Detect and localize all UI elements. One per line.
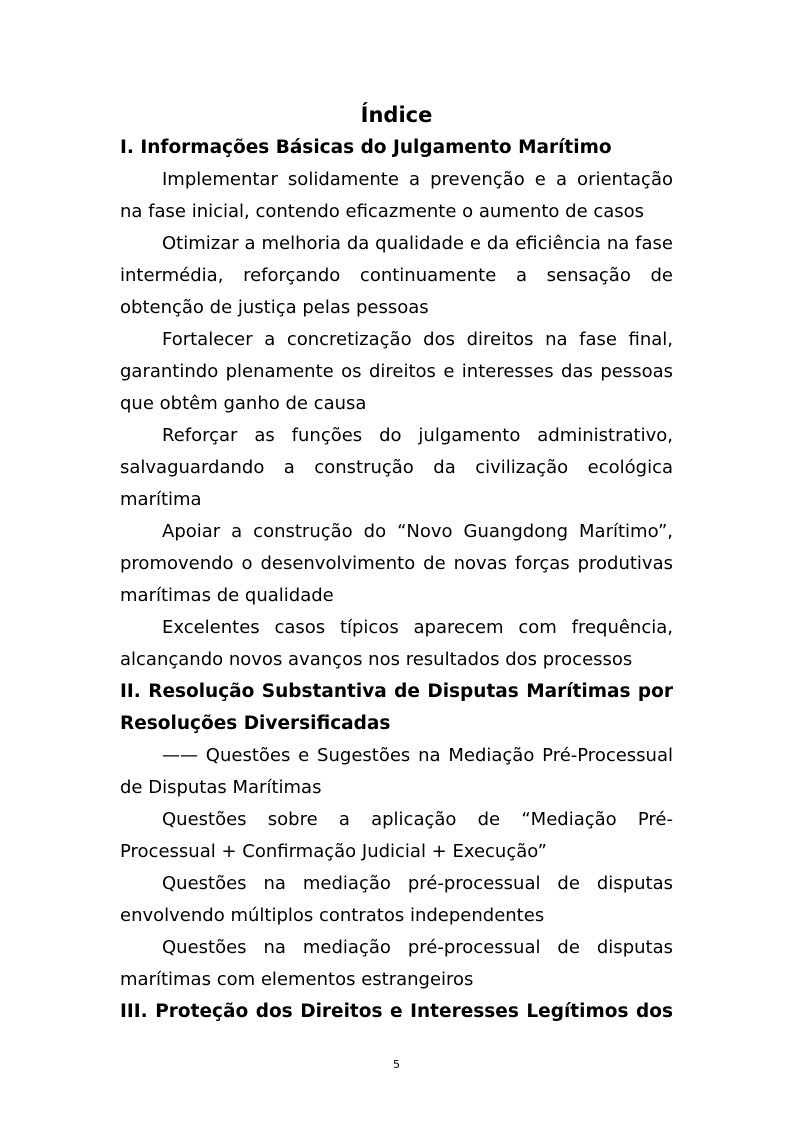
page-title: Índice: [360, 103, 433, 127]
index-page: [120, 100, 673, 1028]
toc-entry: Questões na mediação pré-processual de disputas envolvendo múltiplos contratos independentes: [120, 873, 673, 926]
toc-entry: Questões sobre a aplicação de “Mediação Pré-Processual + Confirmação Judicial + Execução”: [120, 809, 673, 862]
section-heading-2: II. Resolução Substantiva de Disputas Marítimas por Resoluções Diversificadas: [120, 681, 673, 734]
toc-entry: Reforçar as funções do julgamento administrativo, salvaguardando a construção da civilização ecológica marítima: [120, 425, 673, 510]
section-heading-3: III. Proteção dos Direitos e Interesses Legítimos dos: [120, 1001, 673, 1022]
toc-entry: Otimizar a melhoria da qualidade e da eficiência na fase intermédia, reforçando continuamente a sensação de obtenção de justiça pelas pessoas: [120, 233, 673, 318]
section-heading-1: I. Informações Básicas do Julgamento Marítimo: [120, 137, 612, 158]
toc-entry: Fortalecer a concretização dos direitos na fase final, garantindo plenamente os direitos e interesses das pessoas que obtêm ganho de causa: [120, 329, 673, 414]
toc-entry: —— Questões e Sugestões na Mediação Pré-Processual de Disputas Marítimas: [120, 745, 673, 798]
toc-entry: Excelentes casos típicos aparecem com frequência, alcançando novos avanços nos resultados dos processos: [120, 617, 673, 670]
toc-entry: Apoiar a construção do “Novo Guangdong Marítimo”, promovendo o desenvolvimento de novas forças produtivas marítimas de qualidade: [120, 521, 673, 606]
page-number: 5: [393, 1058, 400, 1071]
toc-entry: Questões na mediação pré-processual de disputas marítimas com elementos estrangeiros: [120, 937, 673, 990]
toc-entry: Implementar solidamente a prevenção e a orientação na fase inicial, contendo eficazmente o aumento de casos: [120, 169, 673, 222]
